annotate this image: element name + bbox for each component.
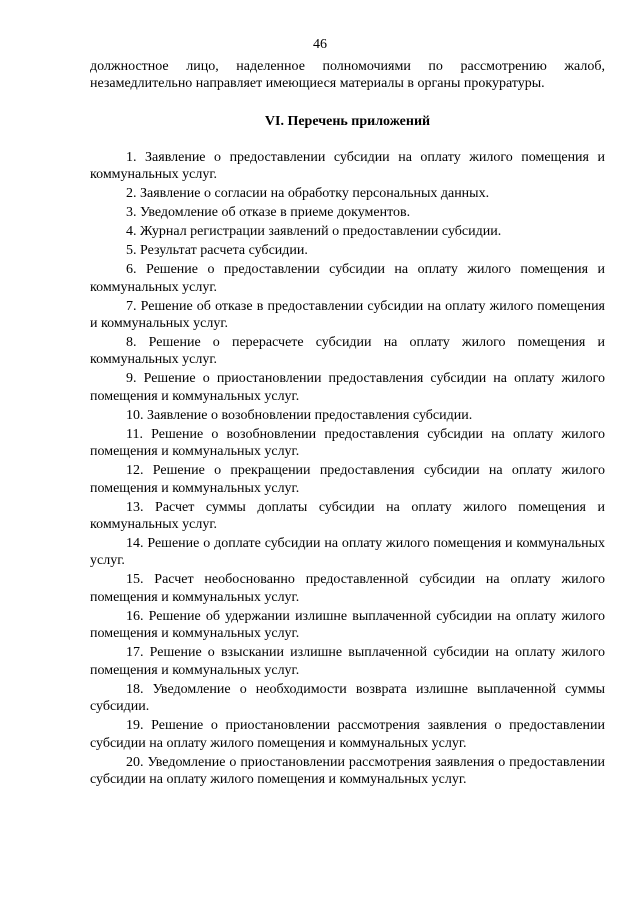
intro-line: незамедлительно направляет имеющиеся материалы в органы прокуратуры.	[90, 76, 545, 92]
list-item	[90, 185, 605, 202]
list-item	[90, 571, 605, 606]
item-text: Решение о перерасчете субсидии на оплату жилого помещения и коммунальных услуг.	[90, 335, 606, 368]
item-text: Решение об отказе в предоставлении субсидии на оплату жилого помещения и коммунальных услуг.	[90, 298, 605, 332]
item-number: 20.	[126, 754, 144, 770]
item-number: 1.	[126, 149, 137, 165]
intro-paragraph	[90, 58, 605, 93]
item-text: Решение о доплате субсидии на оплату жилого помещения и коммунальных услуг.	[90, 536, 605, 569]
list-item	[90, 204, 605, 221]
list-item	[90, 261, 605, 296]
list-item	[90, 334, 605, 369]
item-text: Решение о прекращении предоставления субсидии на оплату жилого помещения и коммунальных услуг.	[90, 463, 605, 496]
item-text: Расчет необоснованно предоставленной субсидии на оплату жилого помещения и коммунальных услуг.	[90, 572, 605, 605]
item-text: Заявление о предоставлении субсидии на оплату жилого помещения и коммунальных услуг.	[90, 149, 606, 183]
appendix-list	[90, 149, 605, 789]
item-number: 2.	[126, 186, 137, 202]
item-text: Заявление о возобновлении предоставления субсидии.	[147, 407, 473, 423]
item-number: 3.	[126, 205, 137, 221]
list-item	[90, 681, 605, 716]
item-number: 11.	[126, 426, 143, 442]
item-number: 5.	[126, 243, 137, 259]
item-number: 4.	[126, 224, 137, 240]
page-number: 46	[313, 37, 327, 52]
item-number: 18.	[126, 681, 144, 697]
item-number: 10.	[126, 407, 144, 423]
section-title: VI. Перечень приложений	[264, 113, 431, 129]
item-text: Уведомление об отказе в приеме документов.	[140, 205, 411, 221]
item-number: 7.	[126, 298, 137, 314]
list-item	[90, 499, 605, 534]
list-item	[90, 717, 605, 752]
item-text: Решение о возобновлении предоставления субсидии на оплату жилого помещения и коммунальных услуг.	[90, 426, 606, 460]
list-item	[90, 407, 605, 424]
item-number: 15.	[126, 572, 144, 588]
item-number: 13.	[126, 499, 144, 515]
list-item	[90, 535, 605, 570]
item-text: Журнал регистрации заявлений о предоставлении субсидии.	[140, 224, 502, 240]
item-text: Заявление о согласии на обработку персональных данных.	[140, 186, 490, 202]
item-number: 12.	[126, 463, 144, 479]
item-text: Решение о взыскании излишне выплаченной субсидии на оплату жилого помещения и коммунальных услуг.	[90, 645, 606, 678]
item-text: Решение о предоставлении субсидии на оплату жилого помещения и коммунальных услуг.	[90, 262, 606, 295]
item-number: 19.	[126, 718, 144, 734]
item-number: 17.	[126, 645, 144, 661]
list-item	[90, 644, 605, 679]
item-text: Уведомление о приостановлении рассмотрения заявления о предоставлении субсидии на оплату жилого помещения и коммунальных услуг.	[90, 754, 605, 787]
list-item	[90, 298, 605, 333]
item-text: Расчет суммы доплаты субсидии на оплату жилого помещения и коммунальных услуг.	[90, 499, 605, 533]
item-text: Решение об удержании излишне выплаченной субсидии на оплату жилого помещения и коммунальных услуг.	[90, 608, 605, 642]
list-item	[90, 462, 605, 497]
item-text: Уведомление о необходимости возврата излишне выплаченной суммы субсидии.	[90, 681, 606, 715]
page-content	[90, 58, 605, 790]
item-number: 16.	[126, 608, 144, 624]
item-number: 14.	[126, 536, 144, 552]
item-text: Решение о приостановлении рассмотрения заявления о предоставлении субсидии на оплату жилого помещения и коммунальных услуг.	[90, 718, 605, 751]
list-item	[90, 426, 605, 461]
list-item	[90, 754, 605, 789]
item-text: Решение о приостановлении предоставления субсидии на оплату жилого помещения и коммунальных услуг.	[90, 371, 606, 404]
list-item	[90, 370, 605, 405]
list-item	[90, 223, 605, 240]
item-text: Результат расчета субсидии.	[140, 243, 308, 259]
list-item	[90, 242, 605, 259]
list-item	[90, 149, 605, 184]
intro-line: должностное лицо, наделенное полномочиями по рассмотрению жалоб,	[90, 59, 605, 74]
item-number: 6.	[126, 262, 137, 278]
item-number: 8.	[126, 335, 137, 351]
item-number: 9.	[126, 371, 137, 387]
list-item	[90, 608, 605, 643]
